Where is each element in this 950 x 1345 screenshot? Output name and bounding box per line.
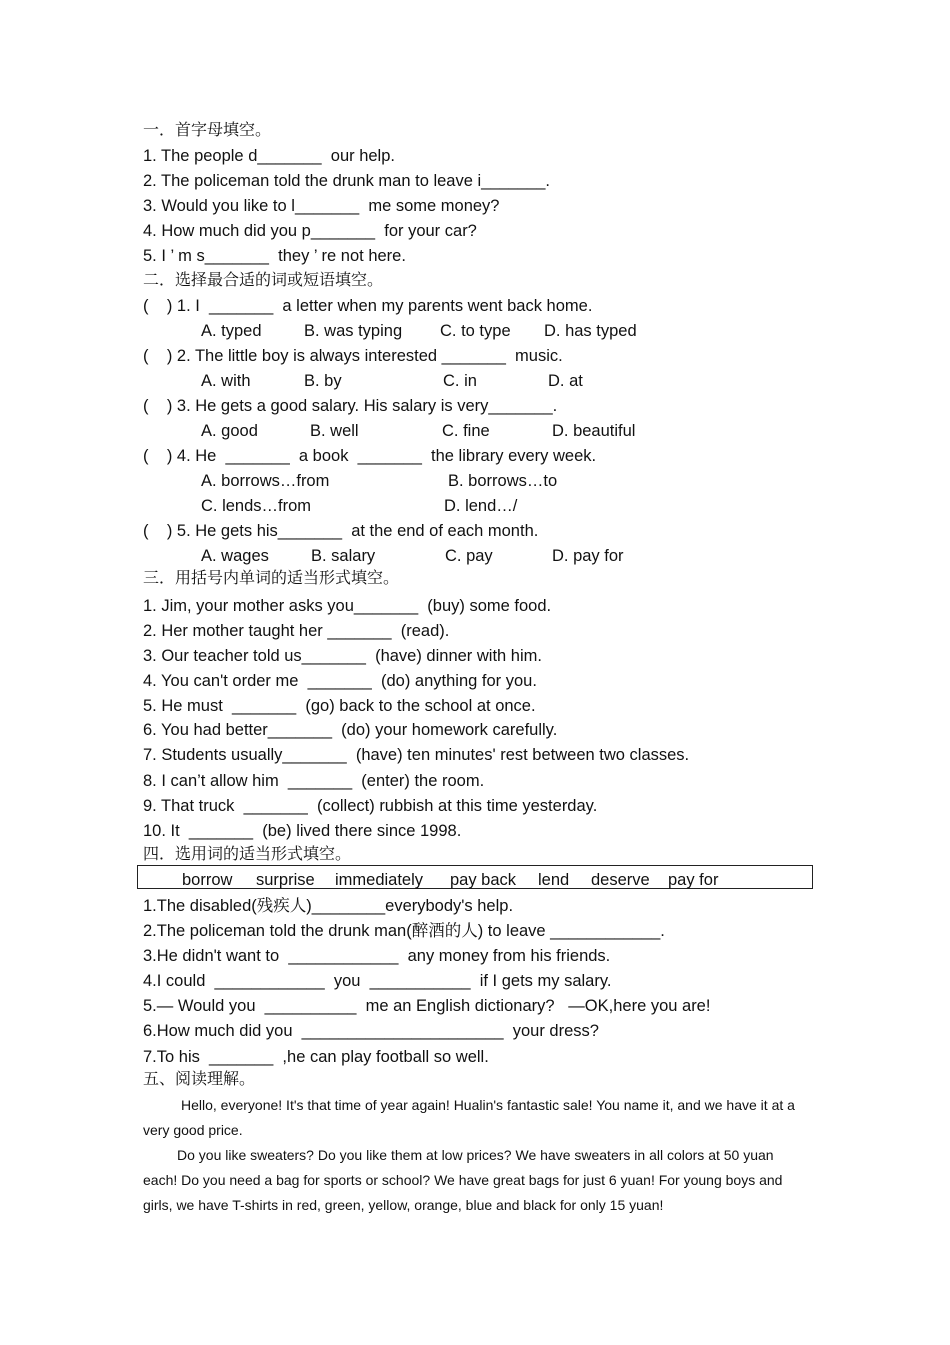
s2-q5-option-d: D. pay for — [552, 547, 624, 565]
s2-q1-option-d: D. has typed — [544, 322, 637, 340]
word-bank-surprise: surprise — [256, 871, 315, 889]
s2-q4-option-d: D. lend…/ — [444, 497, 518, 515]
word-bank-box — [137, 865, 813, 889]
s3-item-8: 8. I can’t allow him _______ (enter) the room. — [143, 772, 485, 790]
s2-q5-option-c: C. pay — [445, 547, 493, 565]
s4-item-7: 7.To his _______ ,he can play football so well. — [143, 1048, 489, 1066]
s3-item-5: 5. He must _______ (go) back to the school at once. — [143, 697, 536, 715]
s4-item-3: 3.He didn't want to ____________ any money from his friends. — [143, 947, 611, 965]
s2-q1-option-c: C. to type — [440, 322, 511, 340]
s2-q2-option-c: C. in — [443, 372, 477, 390]
s4-item-2: 2.The policeman told the drunk man(醉酒的人) to leave ____________. — [143, 922, 665, 940]
s2-q4-option-b: B. borrows…to — [448, 472, 558, 490]
word-bank-pay-for: pay for — [668, 871, 719, 889]
reading-paragraph-2: Do you like sweaters? Do you like them at low prices? We have sweaters in all colors at 50 yuan each! Do you need a bag for sports or school? We have great bags for just 6 yuan! For young boys and girls, we have T-shirts in red, green, yellow, orange, blue and black for only 15 yuan! — [143, 1147, 783, 1213]
word-bank-borrow: borrow — [182, 871, 233, 889]
s3-item-2: 2. Her mother taught her _______ (read). — [143, 622, 450, 640]
word-bank-pay-back: pay back — [450, 871, 517, 889]
s2-q1-option-b: B. was typing — [304, 322, 403, 340]
s3-item-4: 4. You can't order me _______ (do) anything for you. — [143, 672, 537, 690]
s3-item-9: 9. That truck _______ (collect) rubbish at this time yesterday. — [143, 797, 598, 815]
s2-q4-option-c: C. lends…from — [201, 497, 312, 515]
s1-item-3: 3. Would you like to l_______ me some money? — [143, 197, 500, 215]
s2-q2-option-a: A. with — [201, 372, 251, 390]
s2-q3-option-a: A. good — [201, 422, 258, 440]
reading-paragraph-1: Hello, everyone! It's that time of year again! Hualin's fantastic sale! You name it, and we have it at a very good price. — [143, 1097, 795, 1138]
section-5-title: 五、阅读理解。 — [143, 1069, 256, 1088]
s2-q5-stem: ( ) 5. He gets his_______ at the end of each month. — [143, 522, 539, 540]
word-bank-lend: lend — [538, 871, 570, 889]
s2-q3-stem: ( ) 3. He gets a good salary. His salary is very_______. — [143, 397, 558, 415]
s4-item-5: 5.— Would you __________ me an English dictionary? —OK,here you are! — [143, 997, 711, 1015]
s4-item-6: 6.How much did you ______________________ your dress? — [143, 1022, 599, 1040]
s2-q1-stem: ( ) 1. I _______ a letter when my parents went back home. — [143, 297, 593, 315]
s3-item-7: 7. Students usually_______ (have) ten minutes' rest between two classes. — [143, 746, 690, 764]
word-bank-deserve: deserve — [591, 871, 650, 889]
s1-item-4: 4. How much did you p_______ for your car? — [143, 222, 477, 240]
s2-q3-option-d: D. beautiful — [552, 422, 636, 440]
s2-q3-option-b: B. well — [310, 422, 359, 440]
s4-item-1: 1.The disabled(残疾人)________everybody's help. — [143, 897, 514, 915]
s2-q3-option-c: C. fine — [442, 422, 490, 440]
s3-item-1: 1. Jim, your mother asks you_______ (buy) some food. — [143, 597, 552, 615]
s1-item-5: 5. I ’ m s_______ they ’ re not here. — [143, 247, 406, 265]
s3-item-6: 6. You had better_______ (do) your homework carefully. — [143, 721, 558, 739]
s4-item-4: 4.I could ____________ you ___________ if I gets my salary. — [143, 972, 612, 990]
s2-q1-option-a: A. typed — [201, 322, 262, 340]
s2-q2-option-b: B. by — [304, 372, 342, 390]
section-2-title: 二．选择最合适的词或短语填空。 — [143, 270, 384, 289]
s3-item-10: 10. It _______ (be) lived there since 1998. — [143, 822, 462, 840]
section-4-title: 四．选用词的适当形式填空。 — [143, 844, 352, 863]
s1-item-2: 2. The policeman told the drunk man to leave i_______. — [143, 172, 550, 190]
s1-item-1: 1. The people d_______ our help. — [143, 147, 395, 165]
section-1-title: 一．首字母填空。 — [143, 120, 272, 139]
s3-item-3: 3. Our teacher told us_______ (have) dinner with him. — [143, 647, 542, 665]
s2-q5-option-a: A. wages — [201, 547, 269, 565]
s2-q4-option-a: A. borrows…from — [201, 472, 330, 490]
section-3-title: 三．用括号内单词的适当形式填空。 — [143, 568, 400, 587]
s2-q2-stem: ( ) 2. The little boy is always interested _______ music. — [143, 347, 563, 365]
s2-q4-stem: ( ) 4. He _______ a book _______ the library every week. — [143, 447, 597, 465]
word-bank-immediately: immediately — [335, 871, 424, 889]
s2-q2-option-d: D. at — [548, 372, 583, 390]
s2-q5-option-b: B. salary — [311, 547, 376, 565]
